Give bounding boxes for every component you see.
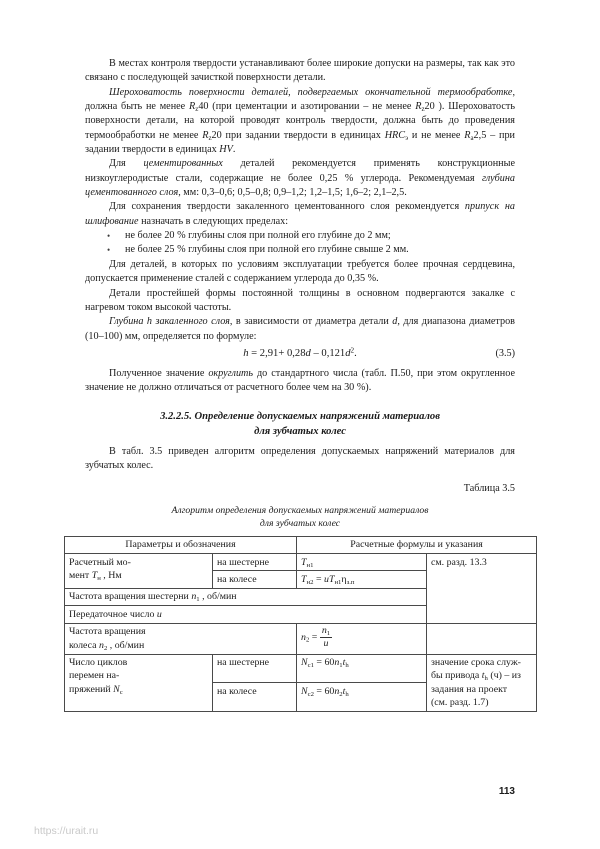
list-item: • не более 25 % глубины слоя при полной его глубине свыше 2 мм. xyxy=(85,243,515,257)
p2-text-g: . xyxy=(232,144,236,156)
fraction-n1-over-u: $\frac{n_1}{u}$ xyxy=(321,625,331,650)
table-row xyxy=(65,654,537,683)
cell-on-wheel-2: на колесе xyxy=(213,683,297,712)
cell-torque-parameter: Расчетный мо- мент $T_н$ , Нм xyxy=(65,554,213,589)
header-cell-formulas: Расчетные формулы и указания xyxy=(297,536,537,553)
p2-text-d: при задании твердости в единицах xyxy=(221,129,385,141)
section-heading-line1: 3.2.2.5. Определение допускаемых напряжений материалов xyxy=(160,410,440,422)
page-content xyxy=(69,57,521,712)
cell-on-pinion-2: на шестерне xyxy=(213,654,297,683)
formula-3-5-expression: $h = 2,91+ 0,28d - 0,121d^2$. xyxy=(243,346,357,359)
cell-on-wheel-1: на колесе xyxy=(213,571,297,588)
diameter-symbol: d xyxy=(392,316,398,328)
p7-text-a: , в зависимости от диаметра детали xyxy=(229,316,393,328)
paragraph-3 xyxy=(85,157,515,200)
list-item: • не более 20 % глубины слоя при полной его глубине до 2 мм; xyxy=(85,229,515,243)
p3-text-a: Для xyxy=(109,158,144,170)
p2-text-b: (при цементации и азотировании – не менее xyxy=(208,101,416,113)
hv-symbol: HV xyxy=(219,144,233,156)
cell-formula-wheel-speed: $n_2$ = $\frac{n_1}{u}$ xyxy=(297,623,427,654)
page-number: 113 xyxy=(498,786,515,797)
emphasis-cemented: цементированных xyxy=(143,158,223,170)
emphasis-layer-depth: глубина цементованного слоя xyxy=(85,172,515,199)
p8-text-a: Полученное значение xyxy=(109,367,209,379)
rz20b-symbol: $R_z20$ xyxy=(202,129,222,142)
table-row xyxy=(65,554,537,571)
cell-on-pinion-1: на шестерне xyxy=(213,554,297,571)
table-number-label: Таблица 3.5 xyxy=(463,483,515,495)
section-heading-line2: для зубчатых колес xyxy=(254,425,346,437)
cell-formula-torque-wheel: $T_{н2} = uT_{н1}\eta_{з.п}$ xyxy=(297,571,427,588)
rz20-symbol: $R_z20$ xyxy=(415,101,435,113)
paragraph-2 xyxy=(85,86,515,158)
emphasis-hardened-depth: Глубина h закаленного слоя xyxy=(109,316,230,328)
rz40-symbol: $R_z40$ xyxy=(189,101,209,113)
paragraph-1: В местах контроля твердости устанавливают более широкие допуски на размеры, так как это связано с последующей зачисткой поверхности детали. xyxy=(85,58,515,84)
paragraph-7 xyxy=(85,315,515,344)
cell-note-see-section: см. разд. 13.3 xyxy=(427,554,537,624)
p3-text-c: , мм: 0,3–0,6; 0,5–0,8; 0,9–1,2; 1,2–1,5; 1,6–2; 2,1–2,5. xyxy=(178,187,407,199)
header-cell-parameters: Параметры и обозначения xyxy=(65,536,297,553)
cell-empty-spacer xyxy=(427,623,537,654)
hrc-symbol: $HRC_э$ xyxy=(384,129,409,142)
cell-gear-ratio: Передаточное число u xyxy=(65,606,427,623)
p2-text-e: и не менее xyxy=(408,129,465,141)
p8-text-b: до стандартного числа (табл. П.50, при этом округленное значение не должно отличаться от расчетного более чем на 30 %). xyxy=(85,367,515,394)
emphasis-roughness: Шероховатость поверхности деталей, подвергаемых окончательной термообработке xyxy=(109,86,513,98)
cell-pinion-speed: Частота вращения шестерни $n_1$ , об/мин xyxy=(65,588,427,605)
paragraph-5: Для деталей, в которых по условиям эксплуатации требуется более прочная сердцевина, допускается применение сталей с содержанием углерода до 0,35 %. xyxy=(85,258,515,285)
table-row xyxy=(65,623,537,654)
p4-text-a: Для сохранения твердости закаленного цементованного слоя рекомендуется xyxy=(109,201,465,213)
p3-text-b: деталей рекомендуется применять конструкционные низкоуглеродистые стали, содержащие не более 0,25 % углерода. Рекомендуемая xyxy=(85,158,515,184)
p4-text-b: назначать в следующих пределах: xyxy=(138,215,289,227)
formula-3-5-row xyxy=(85,348,515,364)
ra-symbol: $R_a2,5$ xyxy=(464,129,487,142)
allowance-bullet-list xyxy=(85,229,515,258)
p7-text-b: , для диапазона диаметров (10–100) мм, определяется по формуле: xyxy=(85,316,515,342)
cell-formula-torque-pinion: $T_{н1}$ xyxy=(297,554,427,571)
cell-formula-cycles-pinion: $N_{c1} = 60n_1t_h$ xyxy=(297,654,427,683)
table-title-line1: Алгоритм определения допускаемых напряжений материалов xyxy=(171,505,429,517)
p2-text-c: ). Шероховатость поверхности детали, на которой проводят контроль твердости, должна быть до проведения термообработки не менее xyxy=(85,101,515,141)
p2-text-a: , должна быть не менее xyxy=(85,86,515,113)
cell-cycles-parameter: Число циклов перемен на- пряжений $N_c$ xyxy=(65,654,213,712)
paragraph-4 xyxy=(85,200,515,229)
p2-text-f: – при задании твердости в единицах xyxy=(85,129,516,156)
cell-note-service-life: значение срока служ- бы привода $t_h$ (ч) – из задания на проект (см. разд. 1.7) xyxy=(427,654,537,712)
formula-3-5-number: (3.5) xyxy=(495,347,515,359)
algorithm-table xyxy=(64,536,537,712)
table-title-line2: для зубчатых колес xyxy=(259,518,341,530)
section-intro-paragraph: В табл. 3.5 приведен алгоритм определения допускаемых напряжений материалов для зубчатых колес. xyxy=(85,445,515,471)
emphasis-grinding-allowance: припуск на шлифование xyxy=(85,201,515,227)
paragraph-6: Детали простейшей формы постоянной толщины в основном подвергаются закалке с нагревом током высокой частоты. xyxy=(85,287,515,313)
emphasis-round: округлить xyxy=(208,367,254,379)
cell-formula-cycles-wheel: $N_{c2} = 60n_2t_h$ xyxy=(297,683,427,712)
table-header-row xyxy=(65,536,537,553)
paragraph-8 xyxy=(85,367,515,396)
watermark-url: https://urait.ru xyxy=(34,825,99,837)
cell-wheel-speed-parameter: Частота вращения колеса $n_2$ , об/мин xyxy=(65,623,297,654)
